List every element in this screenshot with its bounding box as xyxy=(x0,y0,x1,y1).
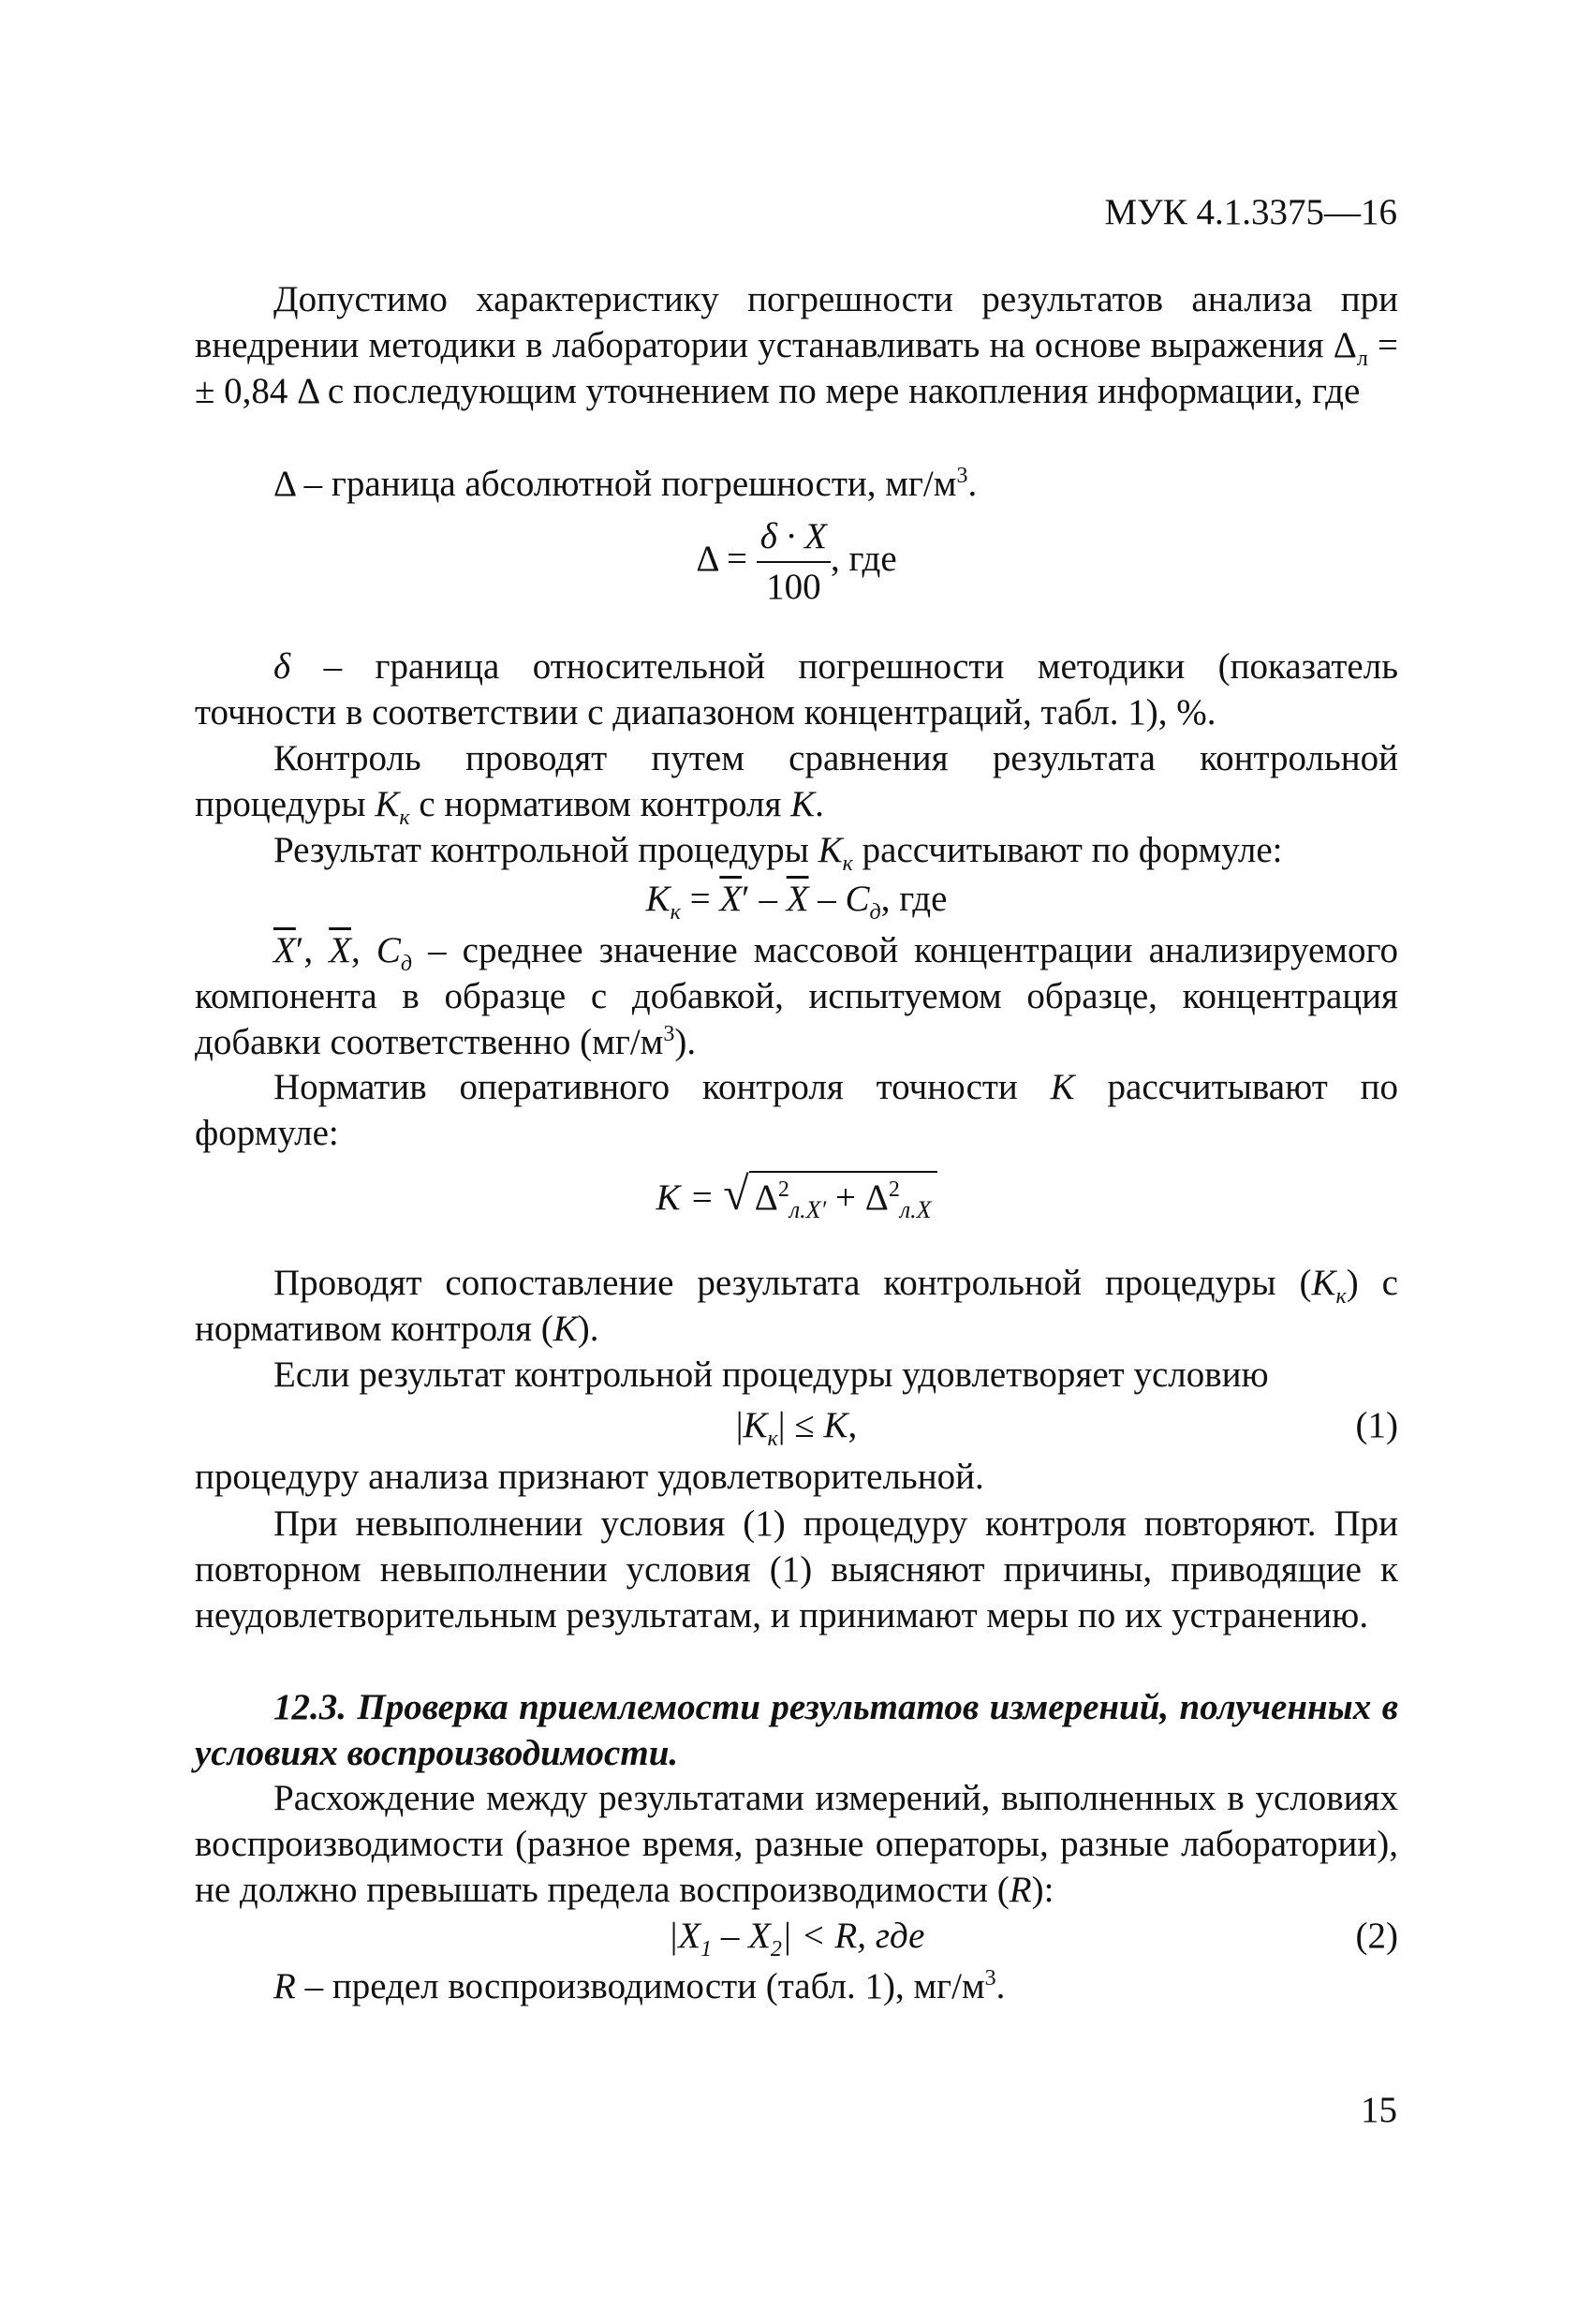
le: ≤ xyxy=(785,1405,824,1445)
text: рассчитывают по формуле: xyxy=(195,1067,1398,1153)
sub-text: д xyxy=(869,899,881,925)
definition-delta: Δ – граница абсолютной погрешности, $мг/м^3$. xyxy=(273,464,978,504)
text: , xyxy=(848,1405,858,1445)
sub xyxy=(700,1937,712,1961)
text: Норматив оперативного контроля точности xyxy=(273,1067,1051,1107)
x-bar: $\overline{X}$ xyxy=(786,879,809,919)
plus: + xyxy=(826,1177,865,1218)
sym: K xyxy=(818,830,843,870)
paragraph-error-intro xyxy=(195,276,1398,414)
formula-k-norm xyxy=(195,1167,1398,1223)
paragraph-x-definition xyxy=(195,927,1398,1065)
paragraph-accept: процедуру анализа признают удовлетворительной. xyxy=(195,1457,984,1497)
x-bar: $\overline{X}$ xyxy=(719,879,743,919)
text: Проводят сопоставление результата контрольной процедуры ( xyxy=(273,1263,1312,1303)
text: – предел воспроизводимости (табл. 1), мг/м xyxy=(295,1966,985,2006)
f5-c: | < R, где xyxy=(781,1916,925,1956)
text: – xyxy=(749,879,787,919)
delta: Δ xyxy=(864,1177,889,1218)
formula-condition xyxy=(195,1402,1398,1451)
text: , xyxy=(303,930,330,970)
f5-a: |X xyxy=(668,1916,701,1956)
definition-R xyxy=(195,1963,1398,2009)
text: , xyxy=(351,930,376,970)
sym: K xyxy=(743,1405,768,1445)
text: Δ – граница абсолютной погрешности, мг/м xyxy=(273,464,957,504)
denominator: 100 xyxy=(766,567,821,608)
sym: K xyxy=(790,784,816,824)
text: – xyxy=(808,879,846,919)
section-heading-12-3: 12.3. Проверка приемлемости результатов измерений, полученных в условиях воспроизводимости. xyxy=(195,1687,1398,1773)
x-bar: $\overline{X}$ xyxy=(273,930,296,970)
numerator xyxy=(757,512,831,563)
sup: 3 xyxy=(956,464,968,488)
text: Расхождение между результатами измерений, выполненных в условиях воспроизводимости (разное время, разные операторы, разные лаборатории), не должно превышать предела воспроизводимости ( xyxy=(195,1778,1398,1910)
sub-text: л.X′ xyxy=(789,1195,827,1223)
delta-symbol: Δ xyxy=(1333,325,1357,365)
sup: 3 xyxy=(663,1022,675,1046)
page-number: 15 xyxy=(1361,2090,1397,2130)
sub-text: к xyxy=(842,851,853,876)
text: = xyxy=(680,879,720,919)
formula-delta xyxy=(195,511,1398,612)
formula-reproducibility xyxy=(195,1913,1398,1959)
sub xyxy=(671,900,681,925)
sym: K xyxy=(553,1309,578,1349)
document-code: МУК 4.1.3375—16 xyxy=(1104,192,1397,232)
sub xyxy=(899,1195,932,1223)
sub xyxy=(870,900,881,925)
text: , где xyxy=(880,879,948,919)
text: ). xyxy=(577,1309,599,1349)
sub-text: к xyxy=(767,1426,778,1451)
delta: Δ xyxy=(754,1177,778,1218)
text: Результат контрольной процедуры xyxy=(273,830,818,870)
sub: л xyxy=(1356,346,1368,371)
sub xyxy=(789,1195,827,1223)
sub xyxy=(401,952,412,976)
sub-text: 2 xyxy=(770,1936,782,1961)
paragraph-compare xyxy=(195,1260,1398,1352)
paragraph-divergence xyxy=(195,1775,1398,1913)
sym: K xyxy=(645,879,671,919)
sym: K xyxy=(1311,1263,1336,1303)
sup: 2 xyxy=(888,1177,900,1202)
prime: ′ xyxy=(295,930,304,970)
text: ): xyxy=(1031,1870,1054,1910)
text: Контроль проводят путем сравнения результата контрольной процедуры xyxy=(195,738,1398,824)
sym: C xyxy=(845,879,870,919)
sub-text: к xyxy=(670,899,681,925)
text: . xyxy=(815,784,824,824)
sub xyxy=(399,806,409,830)
sub xyxy=(771,1937,782,1961)
sqrt-sign: √ xyxy=(723,1167,749,1220)
x-bar: $\overline{X}$ xyxy=(329,930,352,970)
sym: K xyxy=(375,784,400,824)
bar: | xyxy=(735,1405,744,1445)
prime: ′ xyxy=(742,879,750,919)
sub-text: 1 xyxy=(700,1936,713,1961)
sup: 3 xyxy=(984,1966,996,1991)
text: = ± 0,84 Δ с последующим уточнением по мере накопления информации, где xyxy=(195,325,1398,411)
paragraph-if: Если результат контрольной процедуры удовлетворяет условию xyxy=(273,1354,1269,1395)
sym: R xyxy=(1009,1870,1032,1910)
paragraph-norm xyxy=(195,1064,1398,1156)
radicand xyxy=(749,1171,937,1223)
text: ). xyxy=(674,1022,697,1062)
text: Допустимо характеристику погрешности результатов анализа при внедрении методики в лаборатории устанавливать на основе выражения xyxy=(195,279,1398,365)
sym: K xyxy=(1050,1067,1075,1107)
sub-text: к xyxy=(1335,1283,1347,1309)
formula-kk xyxy=(195,876,1398,925)
sub xyxy=(768,1427,778,1451)
sym: K = xyxy=(656,1177,715,1218)
text: рассчитывают по формуле: xyxy=(852,830,1283,870)
sup: 2 xyxy=(777,1177,789,1202)
f1-lhs: Δ = xyxy=(696,539,747,579)
sub-text: к xyxy=(399,805,410,830)
sub-text: д xyxy=(400,951,412,976)
f5-b: – X xyxy=(712,1916,771,1956)
f1-num: δ · X xyxy=(759,516,827,557)
sub-text: л.X xyxy=(899,1195,932,1223)
f1-where: , где xyxy=(830,539,897,579)
equation-number-2: (2) xyxy=(1355,1916,1398,1956)
sym: K xyxy=(823,1405,848,1445)
paragraph-control xyxy=(195,735,1398,830)
bar: | xyxy=(777,1405,786,1445)
equation-number-1: (1) xyxy=(1355,1405,1398,1445)
paragraph-fail: При невыполнении условия (1) процедуру контроля повторяют. При повторном невыполнении условия (1) выясняют причины, приводящие к неудовлетворительным результатам, и принимают меры по их устранению. xyxy=(195,1503,1398,1636)
text: . xyxy=(995,1966,1006,2006)
text: – среднее значение массовой концентрации анализируемого компонента в образце с добавкой, испытуемом образце, концентрация добавки соответственно (мг/м xyxy=(195,930,1399,1062)
sub xyxy=(1336,1284,1347,1309)
sub xyxy=(843,851,853,876)
text: ) с нормативом контроля ( xyxy=(195,1263,1398,1349)
sym: R xyxy=(273,1966,296,2006)
sigma-symbol: δ xyxy=(273,646,291,687)
text: с нормативом контроля xyxy=(409,784,791,824)
text: – граница относительной погрешности методики (показатель точности в соответствии с диапазоном концентраций, табл. 1), %. xyxy=(195,646,1398,733)
paragraph-result xyxy=(195,827,1398,876)
sym: C xyxy=(376,930,401,970)
definition-sigma xyxy=(195,644,1398,735)
fraction xyxy=(757,512,831,612)
